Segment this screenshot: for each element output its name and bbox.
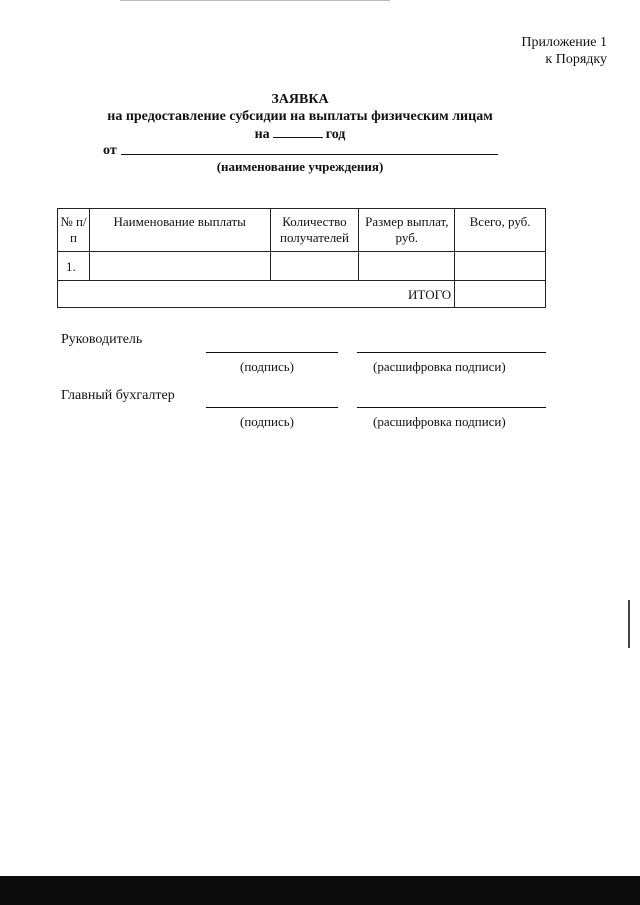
accountant-signature-label: Главный бухгалтер [61, 388, 175, 403]
header-number: № п/п [58, 209, 90, 252]
accountant-signature-line [206, 407, 338, 408]
accountant-decode-caption: (расшифровка подписи) [373, 414, 506, 429]
header-recipients-count: Количество получателей [270, 209, 359, 252]
from-label: от [103, 143, 117, 158]
scan-edge-top [120, 0, 390, 1]
accountant-decode-line [357, 407, 546, 408]
appendix-number: Приложение 1 [521, 35, 607, 50]
row-recipients-count [270, 252, 359, 281]
head-signature-line [206, 352, 338, 353]
head-decode-line [357, 352, 546, 353]
document-subtitle: на предоставление субсидии на выплаты физическим лицам [107, 109, 493, 124]
row-number: 1. [58, 252, 90, 281]
head-decode-caption: (расшифровка подписи) [373, 359, 506, 374]
header-total: Всего, руб. [455, 209, 546, 252]
total-label: ИТОГО [58, 281, 455, 308]
year-suffix: год [325, 127, 346, 142]
organization-caption: (наименование учреждения) [216, 159, 384, 174]
year-line [0, 125, 600, 143]
scan-bottom-border [0, 876, 640, 905]
organization-blank-line [121, 154, 498, 155]
head-signature-caption: (подпись) [240, 359, 294, 374]
table-row [58, 252, 546, 281]
table-header-row [58, 209, 546, 252]
total-value [455, 281, 546, 308]
row-payment-amount [359, 252, 455, 281]
payments-table [57, 208, 546, 308]
header-payment-name: Наименование выплаты [89, 209, 270, 252]
year-blank [273, 125, 323, 138]
appendix-target: к Порядку [545, 52, 607, 67]
scan-edge-right [628, 600, 630, 648]
document-title: ЗАЯВКА [271, 92, 329, 107]
row-payment-name [89, 252, 270, 281]
row-total [455, 252, 546, 281]
table-total-row [58, 281, 546, 308]
appendix-reference [521, 34, 607, 68]
year-prefix: на [254, 127, 270, 142]
header-payment-amount: Размер выплат, руб. [359, 209, 455, 252]
accountant-signature-caption: (подпись) [240, 414, 294, 429]
head-signature-label: Руководитель [61, 332, 143, 347]
